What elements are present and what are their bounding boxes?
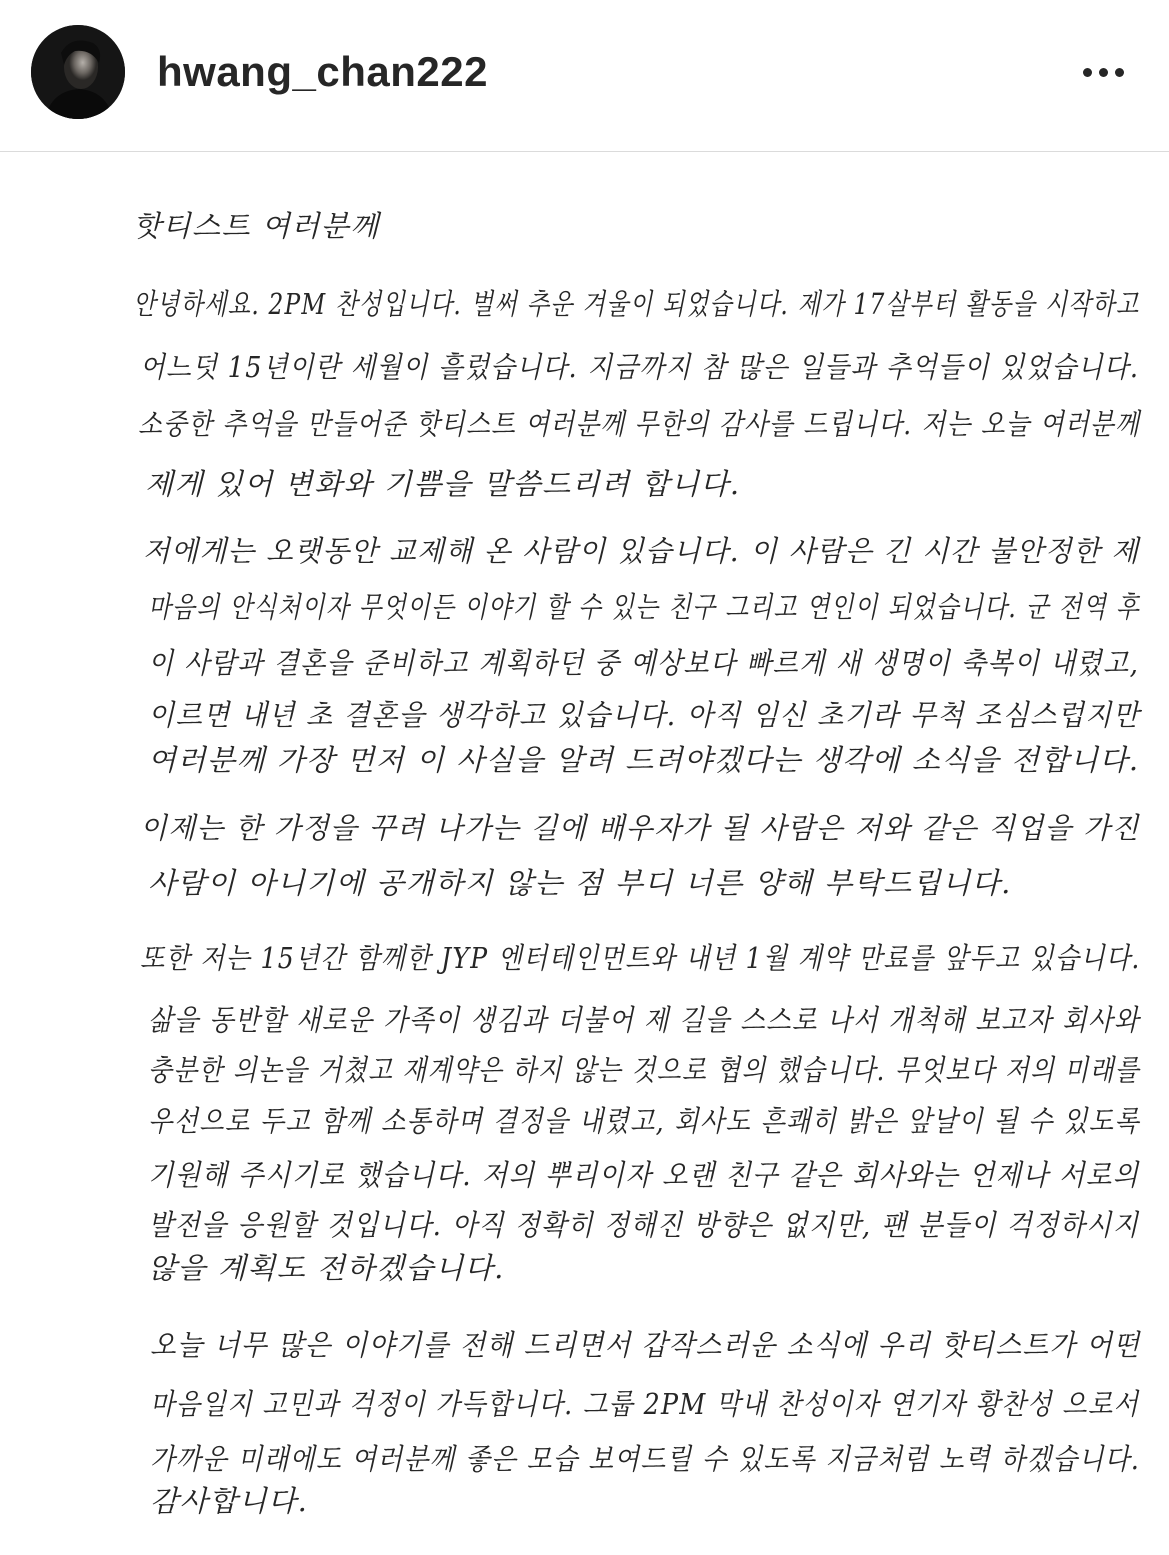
more-options-button[interactable] (1068, 52, 1138, 92)
letter-line: 소중한 추억을 만들어준 핫티스트 여러분께 무한의 감사를 드립니다. 저는 오늘 여러분께 (138, 407, 1141, 441)
letter-line: 발전을 응원할 것입니다. 아직 정확히 정해진 방향은 없지만, 팬 분들이 걱정하시지 (148, 1208, 1140, 1242)
letter-line: 우선으로 두고 함께 소통하며 결정을 내렸고, 회사도 흔쾌히 밝은 앞날이 될 수 있도록 (148, 1104, 1140, 1138)
handwritten-letter (0, 153, 1169, 1555)
avatar[interactable] (31, 25, 125, 119)
letter-line: 저에게는 오랫동안 교제해 온 사람이 있습니다. 이 사람은 긴 시간 불안정한 제 (143, 534, 1140, 568)
letter-line: 어느덧 15년이란 세월이 흘렀습니다. 지금까지 참 많은 일들과 추억들이 있었습니다. (140, 350, 1140, 384)
letter-line: 기원해 주시기로 했습니다. 저의 뿌리이자 오랜 친구 같은 회사와는 언제나 서로의 (148, 1158, 1140, 1192)
letter-line: 가까운 미래에도 여러분께 좋은 모습 보여드릴 수 있도록 지금처럼 노력 하겠습니다. (150, 1442, 1141, 1476)
profile-photo-icon (31, 25, 125, 119)
more-horizontal-icon (1083, 68, 1092, 77)
more-horizontal-icon-dot (1099, 68, 1108, 77)
letter-line: 이 사람과 결혼을 준비하고 계획하던 중 예상보다 빠르게 새 생명이 축복이 내렸고, (148, 646, 1140, 680)
letter-line: 삶을 동반할 새로운 가족이 생김과 더불어 제 길을 스스로 나서 개척해 보고자 회사와 (148, 1003, 1140, 1037)
more-horizontal-icon-dot (1115, 68, 1124, 77)
letter-line: 충분한 의논을 거쳤고 재계약은 하지 않는 것으로 협의 했습니다. 무엇보다 저의 미래를 (148, 1053, 1141, 1087)
letter-line: 마음의 안식처이자 무엇이든 이야기 할 수 있는 친구 그리고 연인이 되었습니다. 군 전역 후 (148, 590, 1140, 624)
letter-line: 감사합니다. (150, 1484, 309, 1518)
letter-line: 제게 있어 변화와 기쁨을 말씀드리려 합니다. (145, 467, 741, 501)
letter-line: 여러분께 가장 먼저 이 사실을 알려 드려야겠다는 생각에 소식을 전합니다. (148, 743, 1140, 777)
letter-line: 마음일지 고민과 걱정이 가득합니다. 그룹 2PM 막내 찬성이자 연기자 황찬성 으로서 (150, 1387, 1140, 1421)
letter-greeting: 핫티스트 여러분께 (133, 209, 380, 243)
username[interactable]: hwang_chan222 (157, 48, 488, 95)
letter-line: 안녕하세요. 2PM 찬성입니다. 벌써 추운 겨울이 되었습니다. 제가 17살부터 활동을 시작하고 (133, 287, 1140, 321)
letter-line: 이제는 한 가정을 꾸려 나가는 길에 배우자가 될 사람은 저와 같은 직업을 가진 (140, 811, 1140, 845)
post-header (0, 0, 1169, 152)
letter-line: 않을 계획도 전하겠습니다. (148, 1251, 505, 1285)
letter-line: 또한 저는 15년간 함께한 JYP 엔터테인먼트와 내년 1월 계약 만료를 앞두고 있습니다. (140, 941, 1141, 975)
letter-line: 오늘 너무 많은 이야기를 전해 드리면서 갑작스러운 소식에 우리 핫티스트가 어떤 (150, 1328, 1141, 1362)
letter-line: 이르면 내년 초 결혼을 생각하고 있습니다. 아직 임신 초기라 무척 조심스럽지만 (148, 698, 1141, 732)
letter-line: 사람이 아니기에 공개하지 않는 점 부디 너른 양해 부탁드립니다. (148, 866, 1012, 900)
